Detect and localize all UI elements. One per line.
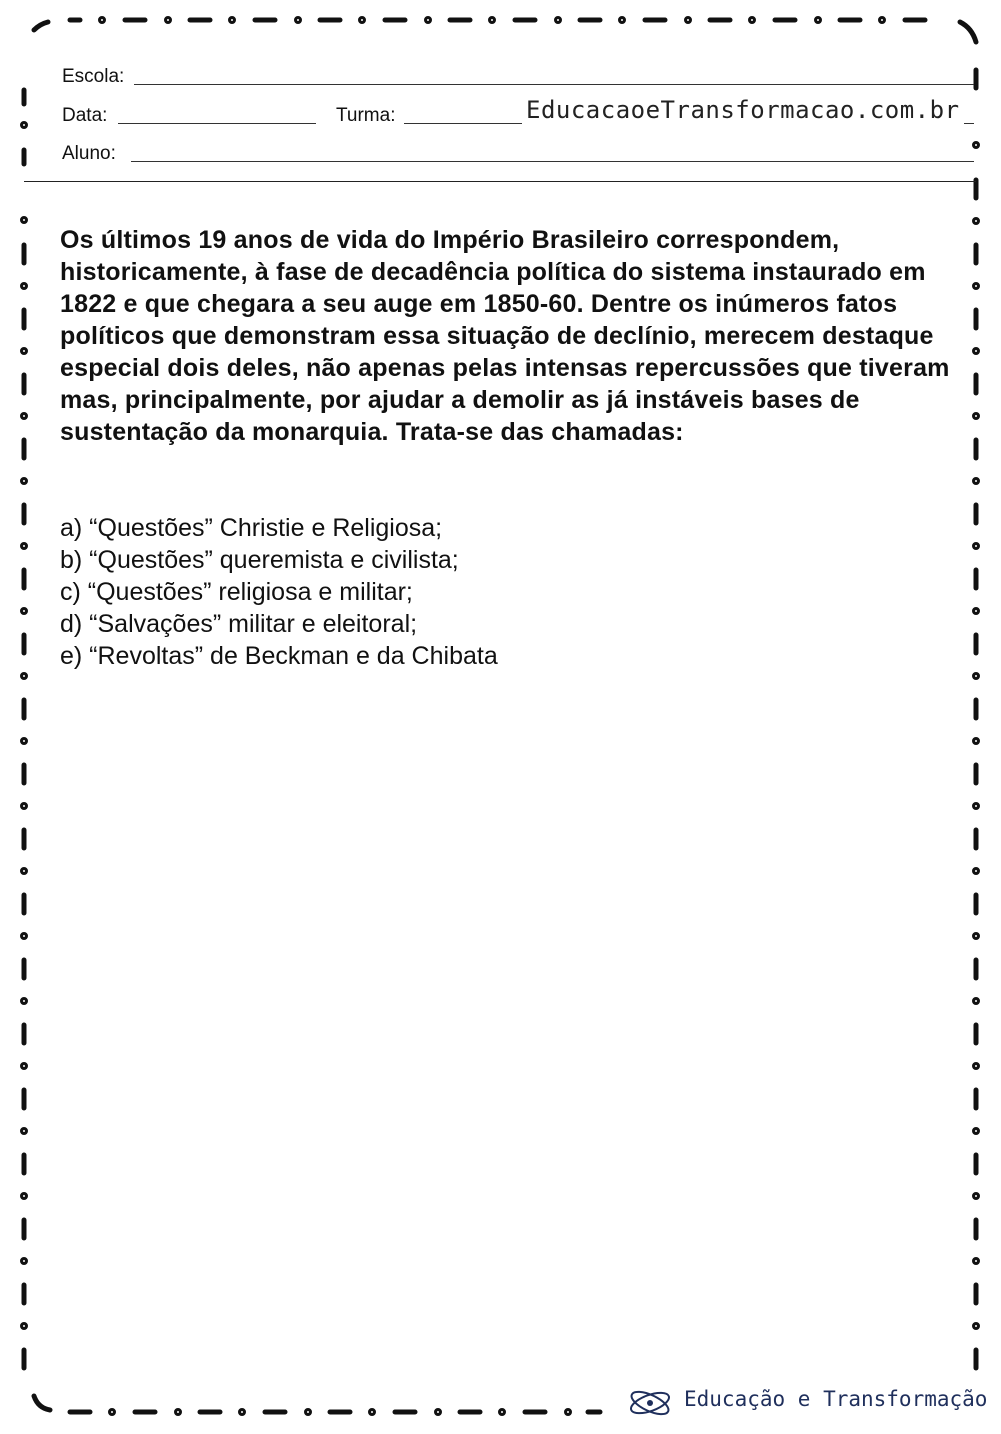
date-field-line[interactable]	[118, 123, 316, 124]
question-text: Os últimos 19 anos de vida do Império Brasileiro correspondem, historicamente, à fase de decadência política do sistema instaurado em 1822 e que chegara a seu auge em 1850-60. Dentre os inúmeros fatos políticos que demonstram essa situação de declínio, merecem destaque especial dois deles, não apenas pelas intensas repercussões que tiveram mas, principalmente, por ajudar a demolir as já instáveis bases de sustentação da monarquia. Trata-se das chamadas:	[60, 226, 950, 446]
student-field-line[interactable]	[131, 161, 974, 162]
answer-options	[60, 512, 940, 672]
class-label: Turma:	[336, 105, 396, 126]
option-b[interactable]: b) “Questões” queremista e civilista;	[60, 546, 459, 574]
student-label: Aluno:	[62, 143, 116, 164]
option-a[interactable]: a) “Questões” Christie e Religiosa;	[60, 514, 443, 542]
option-c[interactable]: c) “Questões” religiosa e militar;	[60, 578, 413, 606]
date-label: Data:	[62, 105, 108, 126]
atom-orbit-icon	[626, 1383, 686, 1423]
site-url-watermark: EducacaoeTransformacao.com.br	[522, 96, 964, 124]
school-label: Escola:	[62, 66, 125, 87]
option-e[interactable]: e) “Revoltas” de Beckman e da Chibata	[60, 642, 498, 670]
footer-brand: Educação e Transformação	[684, 1387, 988, 1411]
school-field-line[interactable]	[134, 84, 974, 85]
option-d[interactable]: d) “Salvações” militar e eleitoral;	[60, 610, 418, 638]
header-separator	[24, 181, 976, 182]
